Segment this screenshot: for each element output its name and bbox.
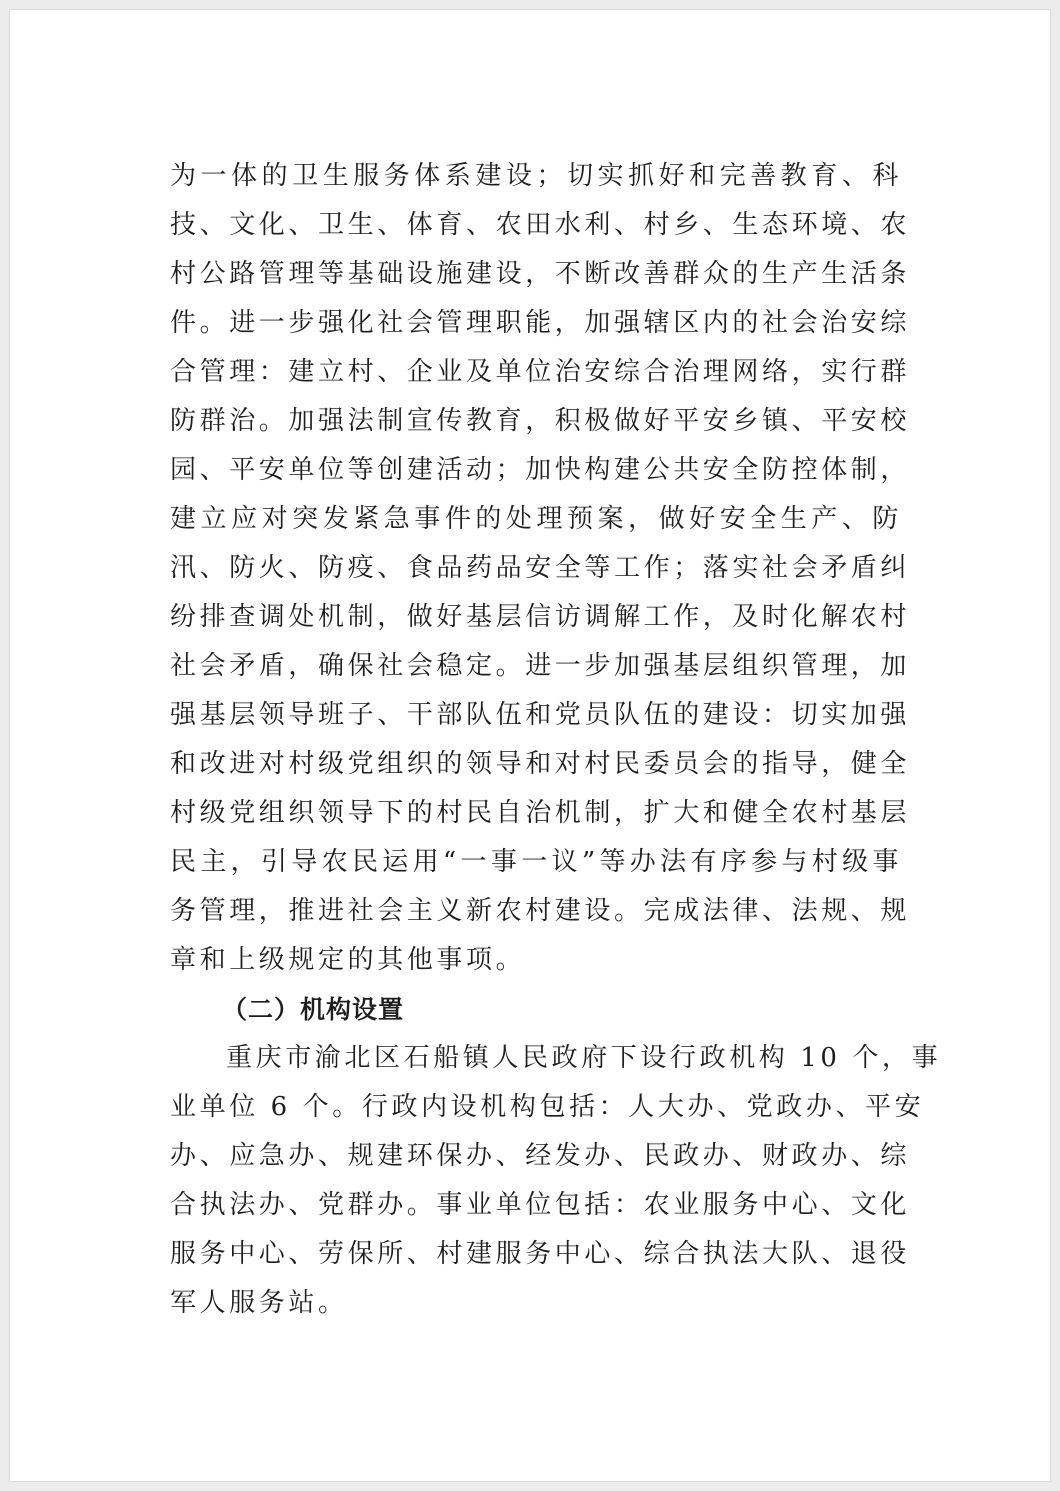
text-line: 建立应对突发紧急事件的处理预案，做好安全生产、防 (170, 504, 902, 534)
document-page (10, 10, 1050, 1481)
text-line: 服务中心、劳保所、村建服务中心、综合执法大队、退役 (170, 1239, 911, 1269)
text-line: 合执法办、党群办。事业单位包括：农业服务中心、文化 (170, 1190, 911, 1220)
text-line: 件。进一步强化社会管理职能，加强辖区内的社会治安综 (170, 308, 911, 338)
text-line: 章和上级规定的其他事项。 (170, 945, 526, 975)
text-line: 务管理，推进社会主义新农村建设。完成法律、法规、规 (170, 896, 911, 926)
document-body (170, 152, 942, 1328)
text-line: 合管理：建立村、企业及单位治安综合治理网络，实行群 (170, 357, 911, 387)
text-line: 社会矛盾，确保社会稳定。进一步加强基层组织管理，加 (170, 651, 911, 681)
text-line: 军人服务站。 (170, 1288, 348, 1318)
paragraph-organization (170, 1034, 942, 1328)
text-line: 业单位 6 个。行政内设机构包括：人大办、党政办、平安 (170, 1092, 925, 1122)
text-line: 民主，引导农民运用“一事一议”等办法有序参与村级事 (170, 847, 902, 877)
text-line: 村公路管理等基础设施建设，不断改善群众的生产生活条 (170, 259, 911, 289)
text-line: 为一体的卫生服务体系建设；切实抓好和完善教育、科 (170, 161, 902, 191)
text-line: 办、应急办、规建环保办、经发办、民政办、财政办、综 (170, 1141, 911, 1171)
text-line: 重庆市渝北区石船镇人民政府下设行政机构 10 个，事 (226, 1043, 942, 1073)
text-line: 强基层领导班子、干部队伍和党员队伍的建设：切实加强 (170, 700, 911, 730)
text-line: 和改进对村级党组织的领导和对村民委员会的指导，健全 (170, 749, 911, 779)
text-line: 村级党组织领导下的村民自治机制，扩大和健全农村基层 (170, 798, 911, 828)
paragraph-duties (170, 152, 911, 985)
text-line: 纷排查调处机制，做好基层信访调解工作，及时化解农村 (170, 602, 911, 632)
section-heading: （二）机构设置 (222, 995, 405, 1024)
text-line: 园、平安单位等创建活动；加快构建公共安全防控体制， (170, 455, 911, 485)
text-line: 防群治。加强法制宣传教育，积极做好平安乡镇、平安校 (170, 406, 911, 436)
text-line: 汛、防火、防疫、食品药品安全等工作；落实社会矛盾纠 (170, 553, 911, 583)
text-line: 技、文化、卫生、体育、农田水利、村乡、生态环境、农 (170, 210, 911, 240)
